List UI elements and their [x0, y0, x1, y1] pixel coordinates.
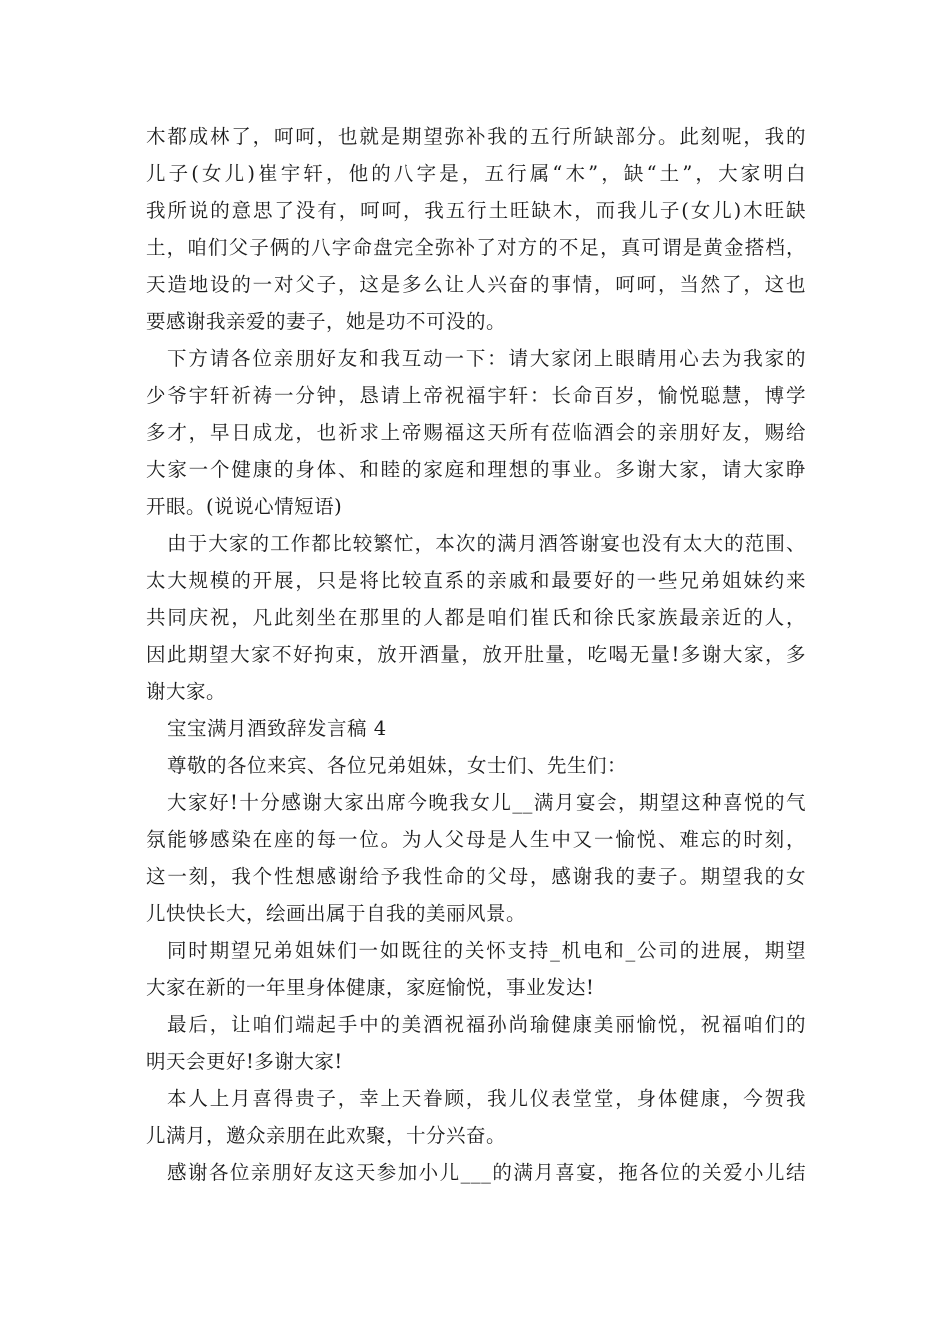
text-line: 感谢各位亲朋好友这天参加小儿___的满月喜宴，拖各位的关爱小儿结: [167, 1161, 806, 1184]
text-line: 太大规模的开展，只是将比较直系的亲戚和最要好的一些兄弟姐妹约来: [146, 569, 806, 592]
text-line: 同时期望兄弟姐妹们一如既往的关怀支持_机电和_公司的进展，期望: [167, 939, 806, 962]
text-line: 少爷宇轩祈祷一分钟，恳请上帝祝福宇轩：长命百岁，愉悦聪慧，博学: [146, 384, 806, 407]
text-line: 开眼。(说说心情短语): [146, 495, 343, 518]
text-line: 儿满月，邀众亲朋在此欢聚，十分兴奋。: [146, 1124, 507, 1147]
text-line: 氛能够感染在座的每一位。为人父母是人生中又一愉悦、难忘的时刻，: [146, 828, 806, 851]
text-line: 我所说的意思了没有，呵呵，我五行土旺缺木，而我儿子(女儿)木旺缺: [146, 199, 806, 222]
text-line: 要感谢我亲爱的妻子，她是功不可没的。: [146, 310, 507, 333]
text-line: 最后，让咱们端起手中的美酒祝福孙尚瑜健康美丽愉悦，祝福咱们的: [167, 1013, 806, 1036]
text-line: 土，咱们父子俩的八字命盘完全弥补了对方的不足，真可谓是黄金搭档，: [146, 236, 806, 259]
text-line: 宝宝满月酒致辞发言稿 4: [167, 717, 387, 740]
text-line: 大家在新的一年里身体健康，家庭愉悦，事业发达!: [146, 976, 595, 999]
text-line: 共同庆祝，凡此刻坐在那里的人都是咱们崔氏和徐氏家族最亲近的人，: [146, 606, 806, 629]
text-line: 下方请各位亲朋好友和我互动一下：请大家闭上眼睛用心去为我家的: [167, 347, 806, 370]
text-line: 大家一个健康的身体、和睦的家庭和理想的事业。多谢大家，请大家睁: [146, 458, 806, 481]
text-line: 多才，早日成龙，也祈求上帝赐福这天所有莅临酒会的亲朋好友，赐给: [146, 421, 806, 444]
text-line: 天造地设的一对父子，这是多么让人兴奋的事情，呵呵，当然了，这也: [146, 273, 806, 296]
text-line: 这一刻，我个性想感谢给予我性命的父母，感谢我的妻子。期望我的女: [146, 865, 806, 888]
document-body: [146, 118, 806, 1191]
text-line: 木都成林了，呵呵，也就是期望弥补我的五行所缺部分。此刻呢，我的: [146, 125, 806, 148]
text-line: 谢大家。: [146, 680, 227, 703]
text-line: 尊敬的各位来宾、各位兄弟姐妹，女士们、先生们：: [167, 754, 628, 777]
text-line: 本人上月喜得贵子，幸上天眷顾，我儿仪表堂堂，身体健康，今贺我: [167, 1087, 806, 1110]
text-line: 儿快快长大，绘画出属于自我的美丽风景。: [146, 902, 527, 925]
text-line: 因此期望大家不好拘束，放开酒量，放开肚量，吃喝无量!多谢大家，多: [146, 643, 806, 666]
text-line: 由于大家的工作都比较繁忙，本次的满月酒答谢宴也没有太大的范围、: [167, 532, 806, 555]
text-line: 儿子(女儿)崔宇轩，他的八字是，五行属“木”，缺“土”，大家明白: [146, 162, 806, 185]
text-line: 明天会更好!多谢大家!: [146, 1050, 343, 1073]
text-line: 大家好!十分感谢大家出席今晚我女儿__满月宴会，期望这种喜悦的气: [167, 791, 806, 814]
